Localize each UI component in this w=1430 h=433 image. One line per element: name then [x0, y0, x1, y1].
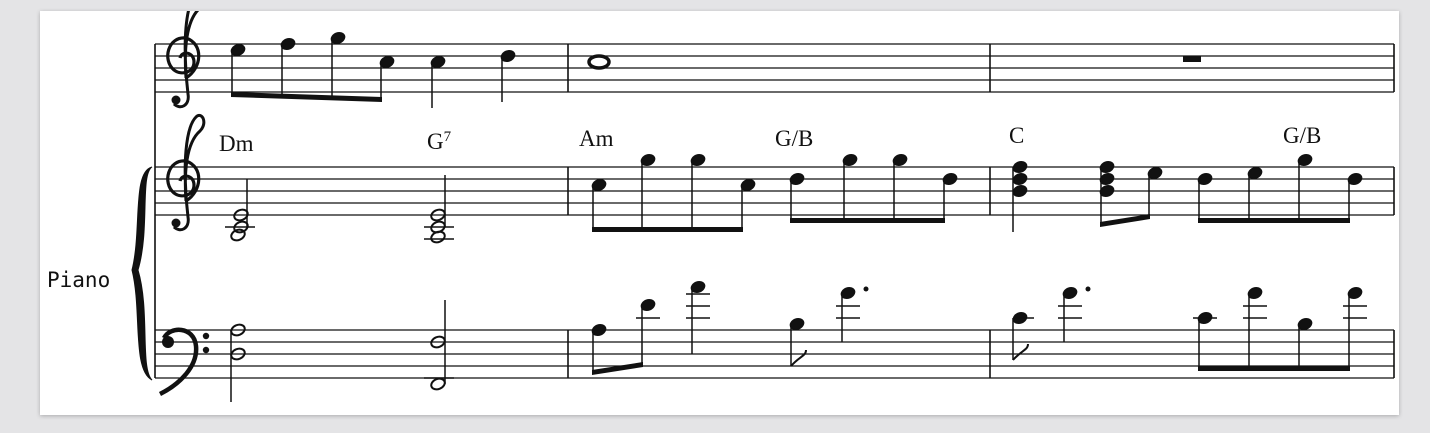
piano-bass-measure-2	[591, 280, 869, 375]
piano-bass-measure-1	[230, 300, 454, 402]
chord-symbol: G/B	[1283, 123, 1322, 148]
melody-measure-1	[230, 31, 516, 108]
chord-symbol: $G^7$	[427, 129, 452, 154]
piano-treble-measure-1	[225, 175, 454, 244]
piano-treble-measure-2	[591, 153, 958, 232]
bass-clef-icon	[160, 330, 209, 394]
instrument-label: Piano	[47, 268, 111, 292]
treble-clef-icon	[168, 115, 204, 229]
sheet-music-page	[40, 11, 1399, 415]
piano-bass-measure-3	[1012, 286, 1367, 371]
chord-symbol: C	[1009, 123, 1025, 148]
barlines	[155, 44, 1394, 378]
score	[40, 11, 1399, 415]
chord-symbol: G/B	[775, 126, 814, 151]
whole-rest-icon	[1183, 56, 1201, 62]
chord-symbol: Dm	[219, 131, 254, 156]
chord-symbol: Am	[579, 126, 614, 151]
staff-melody	[155, 44, 1394, 92]
melody-measure-2	[589, 56, 609, 68]
piano-brace	[132, 167, 152, 380]
piano-treble-measure-3	[1012, 153, 1363, 232]
